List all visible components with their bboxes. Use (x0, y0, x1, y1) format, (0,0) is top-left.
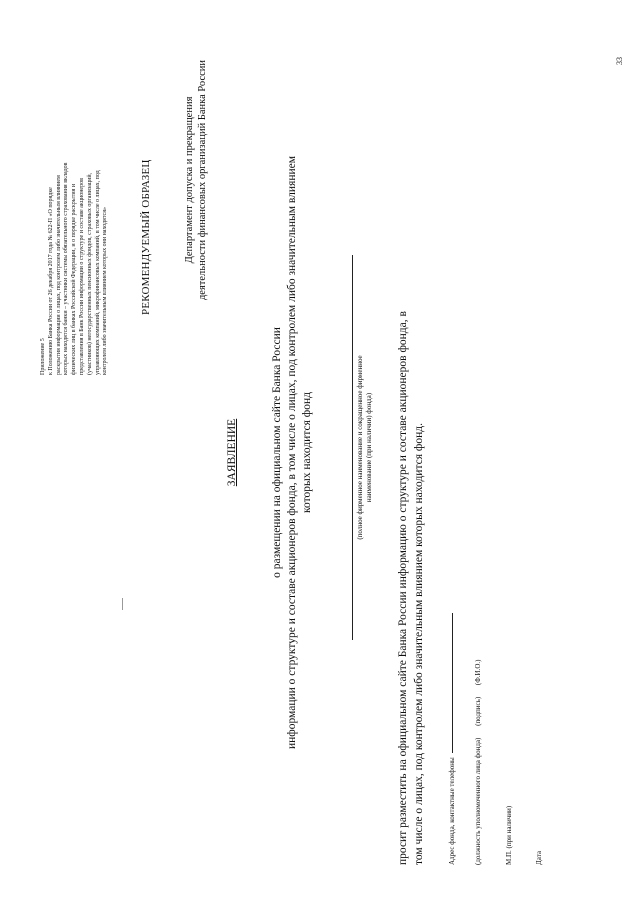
signature-name-caption: (Ф.И.О.) (474, 659, 482, 686)
address-label: Адрес фонда, контактные телефоны (448, 757, 456, 865)
request-line: том числе о лицах, под контролем либо значительным влиянием которых находится фонд. (413, 423, 425, 865)
appendix-line: представления в Банк России информации о структуре и составе акционеров (78, 178, 85, 375)
statement-subtitle-line: о размещении на официальном сайте Банка России (271, 327, 283, 578)
statement-title: ЗАЯВЛЕНИЕ (226, 418, 238, 487)
signature-sign-caption: (подпись) (474, 696, 482, 726)
fund-name-field-line (352, 255, 353, 640)
address-row (448, 613, 456, 865)
department-addressee (183, 35, 209, 325)
stamp-label: М.П. (при наличии) (505, 805, 513, 865)
appendix-line: к Положению Банка России от 26 декабря 2017 года № 622-П «О порядке (47, 187, 54, 375)
appendix-note (40, 0, 110, 375)
statement-subtitle-line: которых находится фонд (301, 392, 313, 513)
statement-subtitle (270, 60, 315, 845)
appendix-line: которых находятся банки – участники системы обязательного страхования вкладов (63, 162, 70, 375)
appendix-line: физических лиц в банках Российской Федерации, и о порядке раскрытия и (71, 183, 78, 375)
request-paragraph (395, 5, 427, 865)
signature-row (474, 650, 482, 865)
page-number: 33 (615, 57, 624, 65)
department-line: Департамент допуска и прекращения (184, 96, 195, 264)
fund-name-caption-line: наименование (при наличии) фонда) (365, 392, 373, 503)
fund-name-caption-line: (полное фирменное наименование и сокращенное фирменное (356, 355, 364, 540)
fund-name-caption (356, 255, 374, 640)
signature-position-caption: (должность уполномоченного лица фонда) (474, 737, 482, 865)
statement-subtitle-line: информации о структуре и составе акционеров фонда, в том числе о лицах, под контролем либо значительным влиянием (286, 155, 298, 750)
address-field-line (452, 613, 453, 753)
request-line: просит разместить на официальном сайте Банка России информацию о структуре и составе акционеров фонда, в (397, 311, 409, 865)
appendix-line: раскрытия информации о лицах, под контролем либо значительным влиянием (55, 175, 62, 375)
department-line: деятельности финансовых организаций Банка России (197, 59, 208, 301)
recommended-sample-heading: РЕКОМЕНДУЕМЫЙ ОБРАЗЕЦ (140, 159, 152, 315)
margin-mark (122, 598, 123, 610)
appendix-line: управляющих компаний, микрофинансовых компаний, в том числе о лицах, под (94, 170, 101, 375)
date-label: Дата (535, 851, 543, 865)
appendix-line: контролем либо значительным влиянием которых они находятся» (102, 207, 109, 375)
appendix-line: (участников) негосударственных пенсионных фондов, страховых организаций, (86, 172, 93, 375)
appendix-line: Приложение 5 (40, 338, 46, 375)
